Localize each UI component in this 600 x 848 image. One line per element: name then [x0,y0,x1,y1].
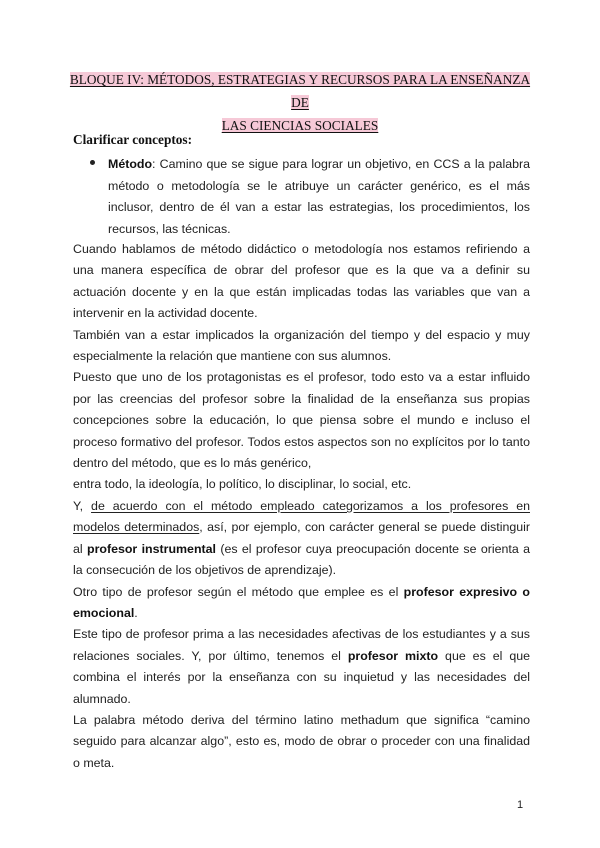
section-heading: Clarificar conceptos: [73,132,193,147]
paragraph-profesor-mixto [73,624,530,710]
p5-text-b: , así, por ejemplo, con carácter general se puede distinguir al [73,520,531,556]
bullet-definition: : Camino que se sigue para lograr un objetivo, en CCS a la palabra método o metodología se le atribuye un carácter genérico, es el más inclusor, dentro de él van a estar las estrategias, los procedimientos, los recursos, las técnicas. [108,157,530,236]
term-profesor-mixto: profesor mixto [347,648,439,663]
p7-text-a: Este tipo de profesor prima a las necesidades afectivas de los estudiantes y a sus relaciones sociales. Y, por último, tenemos el [73,627,530,663]
bullet-text [108,154,530,240]
p5-underlined-text: de acuerdo con el método empleado categorizamos a los profesores en modelos determinados [73,498,530,535]
paragraph-entra-todo: entra todo, la ideología, lo político, lo disciplinar, lo social, etc. [73,477,412,492]
paragraph-profesor-instrumental [73,496,530,582]
term-profesor-instrumental: profesor instrumental [87,541,216,556]
bullet-term: Método [108,157,153,171]
p5-text-c: (es el profesor cuya preocupación docente se orienta a la consecución de los objetivos de aprendizaje). [73,541,530,578]
paragraph-creencias: Puesto que uno de los protagonistas es el profesor, todo esto va a estar influido por las creencias del profesor sobre la finalidad de la enseñanza sus propias concepciones sobre la educación, lo que piensa sobre el mundo e incluso el proceso formativo del profesor. Todos estos aspectos son no explícitos por lo tanto dentro del método, que es lo más genérico, [73,370,530,471]
paragraph-etimologia: La palabra método deriva del término latino methadum que significa “camino seguido para alcanzar algo”, esto es, modo de obrar o proceder con una finalidad o meta. [73,712,530,770]
p6-text-b: . [134,605,138,620]
paragraph-organizacion: También van a estar implicados la organización del tiempo y del espacio y muy especialmente la relación que mantiene con sus alumnos. [73,327,530,364]
body-text [73,239,530,774]
paragraph-profesor-expresivo [73,582,530,625]
p7-text-b: que es el que combina el interés por la enseñanza con su inquietud y las necesidades del alumnado. [73,648,530,706]
paragraph-metodo-didactico: Cuando hablamos de método didáctico o metodología nos estamos refiriendo a una manera específica de obrar del profesor que es la que va a definir su actuación docente y en la que están implicadas todas las variables que van a intervenir en la actividad docente. [73,242,530,321]
bullet-dot-icon [90,160,95,165]
p5-text-a: Y, [73,498,92,513]
p6-text-a: Otro tipo de profesor según el método que emplee es el [73,584,404,599]
page-number: 1 [517,799,524,811]
bullet-item-metodo [90,154,530,240]
title-line-2: LAS CIENCIAS SOCIALES [221,118,379,133]
title-line-1: BLOQUE IV: MÉTODOS, ESTRATEGIAS Y RECURSOS PARA LA ENSEÑANZA DE [69,72,531,110]
document-title [60,68,540,137]
term-profesor-expresivo: profesor expresivo o emocional [73,584,530,620]
